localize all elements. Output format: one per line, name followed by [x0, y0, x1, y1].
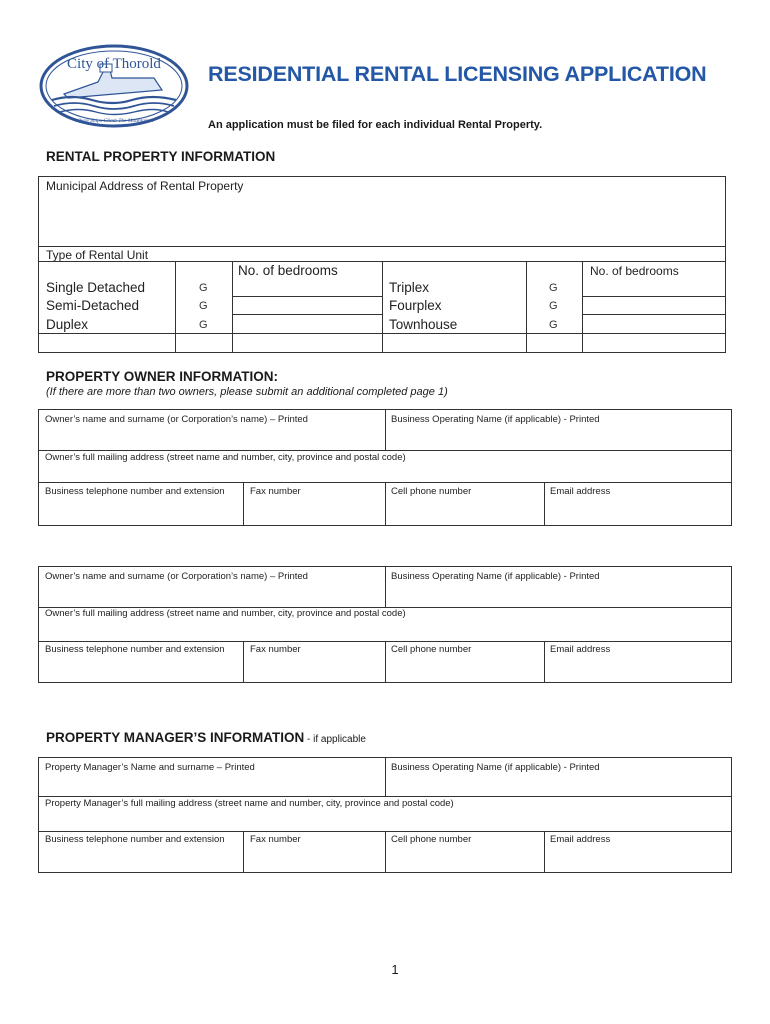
unit-townhouse-label: Townhouse	[389, 317, 458, 332]
owner-2-phone-field[interactable]: Business telephone number and extension	[45, 644, 225, 655]
divider	[232, 261, 233, 353]
single-detached-bedrooms-field[interactable]	[232, 296, 382, 297]
manager-phone-field[interactable]: Business telephone number and extension	[45, 834, 225, 845]
manager-heading-suffix: - if applicable	[304, 734, 366, 745]
owner-2-business-field[interactable]: Business Operating Name (if applicable) - Printed	[391, 571, 600, 582]
semi-detached-checkbox[interactable]: G	[199, 300, 208, 312]
duplex-bedrooms-field[interactable]	[232, 333, 382, 334]
manager-table	[38, 757, 732, 873]
manager-email-field[interactable]: Email address	[550, 834, 611, 845]
fourplex-checkbox[interactable]: G	[549, 300, 558, 312]
divider	[243, 831, 244, 872]
divider	[582, 261, 583, 353]
divider	[39, 450, 731, 451]
document-title: RESIDENTIAL RENTAL LICENSING APPLICATION	[208, 62, 707, 86]
owner-1-table	[38, 409, 732, 526]
owner-2-fax-field[interactable]: Fax number	[250, 644, 301, 655]
document-subtitle: An application must be filed for each individual Rental Property.	[208, 119, 543, 131]
divider	[39, 246, 725, 247]
divider	[544, 831, 545, 872]
divider	[243, 641, 244, 682]
owner-1-address-field[interactable]: Owner’s full mailing address (street name and number, city, province and postal code)	[45, 452, 406, 463]
divider	[385, 410, 386, 450]
manager-address-field[interactable]: Property Manager’s full mailing address (street name and number, city, province and postal code)	[45, 798, 454, 809]
owner-2-address-field[interactable]: Owner’s full mailing address (street name and number, city, province and postal code)	[45, 608, 406, 619]
duplex-checkbox[interactable]: G	[199, 319, 208, 331]
townhouse-checkbox[interactable]: G	[549, 319, 558, 331]
bedrooms-left-header: No. of bedrooms	[238, 263, 338, 278]
manager-cell-field[interactable]: Cell phone number	[391, 834, 472, 845]
divider	[385, 831, 386, 872]
logo-text: City of Thorold	[67, 56, 161, 72]
owner-2-cell-field[interactable]: Cell phone number	[391, 644, 472, 655]
owner-1-business-field[interactable]: Business Operating Name (if applicable) - Printed	[391, 414, 600, 425]
city-of-thorold-logo	[38, 42, 190, 130]
townhouse-bedrooms-field[interactable]	[583, 333, 725, 334]
page-number: 1	[391, 962, 399, 977]
manager-fax-field[interactable]: Fax number	[250, 834, 301, 845]
type-of-unit-label: Type of Rental Unit	[46, 248, 149, 262]
logo-tagline: Where Ships Climb The Mountain...	[74, 118, 154, 124]
divider	[385, 758, 386, 796]
divider	[243, 482, 244, 525]
divider	[385, 567, 386, 607]
unit-duplex-label: Duplex	[46, 317, 89, 332]
divider	[175, 261, 176, 353]
owner-heading: PROPERTY OWNER INFORMATION:	[46, 369, 278, 384]
owner-1-email-field[interactable]: Email address	[550, 486, 611, 497]
rental-property-heading: RENTAL PROPERTY INFORMATION	[46, 149, 276, 164]
divider	[385, 482, 386, 525]
divider	[544, 482, 545, 525]
owner-1-phone-field[interactable]: Business telephone number and extension	[45, 486, 225, 497]
divider	[39, 796, 731, 797]
semi-detached-bedrooms-field[interactable]	[232, 314, 382, 315]
divider	[382, 261, 383, 353]
manager-heading	[46, 730, 366, 745]
owner-2-name-field[interactable]: Owner’s name and surname (or Corporation’s name) – Printed	[45, 571, 308, 582]
owner-2-email-field[interactable]: Email address	[550, 644, 611, 655]
fourplex-bedrooms-field[interactable]	[583, 314, 725, 315]
owner-note: (If there are more than two owners, please submit an additional completed page 1)	[46, 386, 448, 398]
address-label: Municipal Address of Rental Property	[46, 179, 244, 193]
unit-semi-detached-label: Semi-Detached	[46, 298, 140, 313]
unit-fourplex-label: Fourplex	[389, 298, 442, 313]
unit-single-detached-label: Single Detached	[46, 280, 146, 295]
triplex-bedrooms-field[interactable]	[583, 296, 725, 297]
manager-heading-text: PROPERTY MANAGER’S INFORMATION	[46, 730, 305, 745]
divider	[526, 261, 527, 353]
triplex-checkbox[interactable]: G	[549, 282, 558, 294]
owner-2-table	[38, 566, 732, 683]
manager-business-field[interactable]: Business Operating Name (if applicable) - Printed	[391, 762, 600, 773]
manager-name-field[interactable]: Property Manager’s Name and surname – Printed	[45, 762, 255, 773]
single-detached-checkbox[interactable]: G	[199, 282, 208, 294]
divider	[385, 641, 386, 682]
owner-1-name-field[interactable]: Owner’s name and surname (or Corporation’s name) – Printed	[45, 414, 308, 425]
owner-1-fax-field[interactable]: Fax number	[250, 486, 301, 497]
bedrooms-right-header: No. of bedrooms	[590, 264, 679, 278]
unit-triplex-label: Triplex	[389, 280, 430, 295]
owner-1-cell-field[interactable]: Cell phone number	[391, 486, 472, 497]
divider	[544, 641, 545, 682]
